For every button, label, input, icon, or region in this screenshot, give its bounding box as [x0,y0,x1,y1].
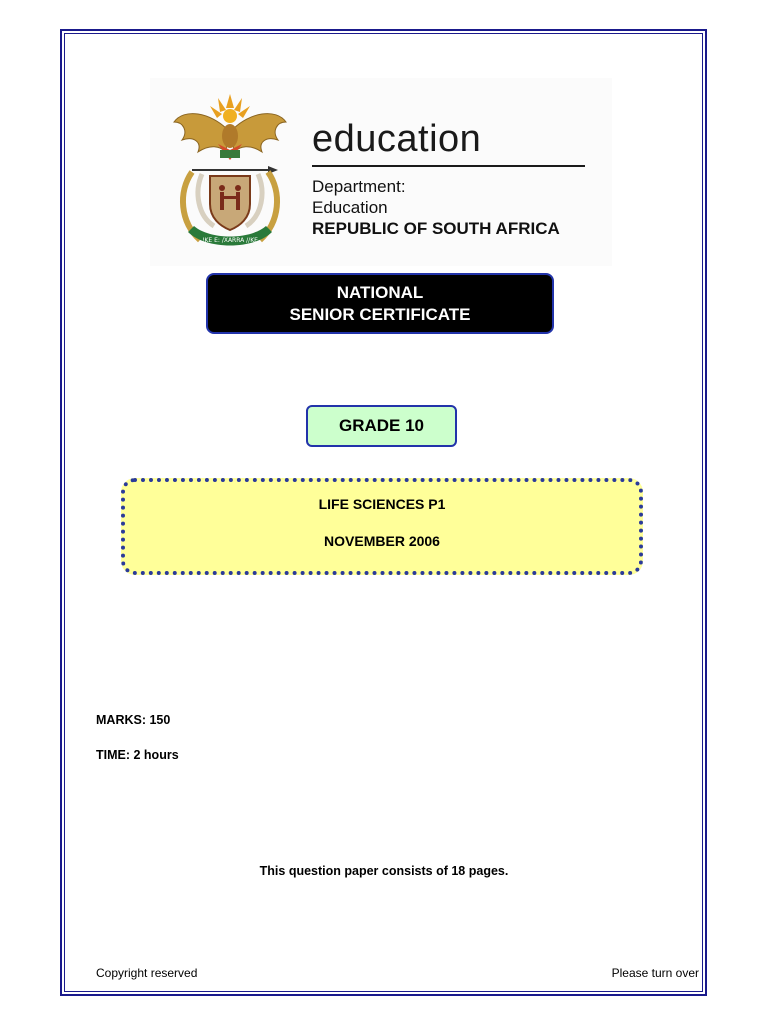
department-name: Education [312,198,388,217]
subject-title: LIFE SCIENCES P1 [318,496,446,512]
crest-motto: !KE E: /XARRA //KE [202,237,258,244]
exam-date: NOVEMBER 2006 [324,533,440,549]
turn-over-footer: Please turn over [611,966,699,980]
certificate-line-2: SENIOR CERTIFICATE [289,304,471,324]
pages-note: This question paper consists of 18 pages. [259,864,509,878]
coat-of-arms-icon [170,92,290,252]
copyright-footer: Copyright reserved [96,966,198,980]
marks-info: MARKS: 150 [96,713,171,727]
wordmark-rule [312,165,585,167]
department-label: Department: [312,177,406,196]
certificate-banner [206,273,554,334]
time-info: TIME: 2 hours [96,748,179,762]
certificate-line-1: NATIONAL [336,282,424,302]
country-name: REPUBLIC OF SOUTH AFRICA [312,219,560,238]
subject-box [121,478,643,575]
education-wordmark: education [312,118,482,160]
grade-badge: GRADE 10 [306,405,457,447]
